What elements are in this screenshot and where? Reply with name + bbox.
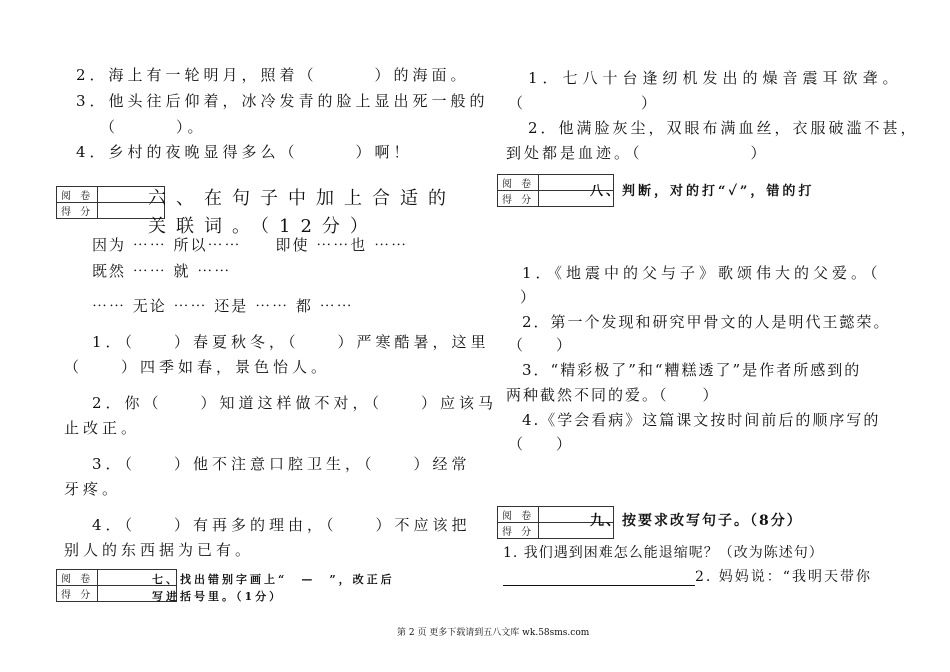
sentence-1-line1: 1．（ ）春夏秋冬，（ ）严寒酷暑，这里 — [92, 333, 490, 351]
section-6-title: 六、在句子中加上合适的 — [148, 188, 456, 209]
judge-3-line1: 3．“精彩极了”和“糟糕透了”是作者所感到的 — [522, 361, 862, 379]
conjunction-row-3: ⋯⋯ 无论 ⋯⋯ 还是 ⋯⋯ 都 ⋯⋯ — [92, 297, 354, 315]
sentence-4-line2: 别人的东西据为已有。 — [64, 541, 255, 559]
judge-2-line2: （ ） — [508, 336, 573, 354]
judge-4-line2: （ ） — [508, 435, 573, 453]
sentence-2-line1: 2．你（ ）知道这样做不对，（ ）应该马 — [92, 394, 498, 412]
typo-question-1-answer: （ ） — [508, 94, 661, 112]
typo-question-2-line2: 到处都是血迹。（ ） — [506, 144, 769, 162]
page-footer: 第 2 页 更多下载请到五八文库 wk.58sms.com — [397, 628, 590, 638]
rewrite-answer-row — [503, 566, 872, 586]
typo-question-1: 1．七八十台逢纫机发出的燥音震耳欲聋。 — [528, 69, 903, 87]
answer-underline — [503, 569, 695, 586]
score-label-score: 得 分 — [57, 203, 98, 219]
rewrite-question-1: 1. 我们遇到困难怎么能退缩呢？（改为陈述句） — [503, 545, 824, 561]
section-8-title: 八、判断，对的打“✓”，错的打 — [590, 184, 815, 199]
sentence-3-line1: 3．（ ）他不注意口腔卫生，（ ）经常 — [92, 455, 471, 473]
question-3-line1: 3．他头往后仰着，冰冷发青的脸上显出死一般的 — [76, 92, 489, 110]
sentence-1-line2: （ ）四季如春，景色怡人。 — [64, 358, 331, 376]
section-6-title-cut: 关联词。（12分） — [148, 216, 378, 237]
rewrite-question-2: 2. 妈妈说：“我明天带你 — [695, 569, 872, 585]
question-3-line2: （ ）。 — [100, 118, 207, 136]
judge-1-line2: ） — [520, 288, 537, 306]
score-label-score: 得 分 — [57, 586, 98, 602]
score-label-review: 阅 卷 — [498, 175, 539, 191]
sentence-2-line2: 止改正。 — [64, 419, 141, 437]
score-label-score: 得 分 — [498, 191, 539, 207]
score-label-review: 阅 卷 — [57, 187, 98, 203]
judge-2-line1: 2．第一个发现和研究甲骨文的人是明代王懿荣。 — [522, 313, 891, 331]
question-4: 4．乡村的夜晚显得多么（ ）啊！ — [76, 143, 413, 161]
judge-1-line1: 1．《地震中的父与子》歌颂伟大的父爱。（ — [522, 264, 882, 282]
score-label-review: 阅 卷 — [57, 570, 98, 586]
score-label-score: 得 分 — [498, 523, 539, 539]
sentence-4-line1: 4．（ ）有再多的理由，（ ）不应该把 — [92, 516, 471, 534]
judge-4-line1: 4.《学会看病》这篇课文按时间前后的顺序写的 — [522, 411, 881, 429]
section-6-heading — [148, 185, 456, 237]
judge-3-line2: 两种截然不同的爱。（ ） — [506, 386, 720, 404]
section-9-title: 九、按要求改写句子。（8分） — [590, 513, 803, 529]
conjunction-row-2: 既然 ⋯⋯ 就 ⋯⋯ — [92, 262, 232, 280]
section-7-title-line1: 七、找出错别字画上“ — ”，改正后 — [152, 573, 395, 586]
section-7-title-line2: 写进括号里。（1分） — [152, 590, 284, 603]
typo-question-2-line1: 2．他满脸灰尘，双眼布满血丝，衣服破滥不甚， — [528, 119, 919, 137]
conjunction-row-1: 因为 ⋯⋯ 所以⋯⋯ 即使 ⋯⋯也 ⋯⋯ — [92, 236, 409, 254]
sentence-3-line2: 牙疼。 — [64, 480, 122, 498]
question-2: 2．海上有一轮明月，照着（ ）的海面。 — [76, 66, 470, 84]
score-label-review: 阅 卷 — [498, 507, 539, 523]
